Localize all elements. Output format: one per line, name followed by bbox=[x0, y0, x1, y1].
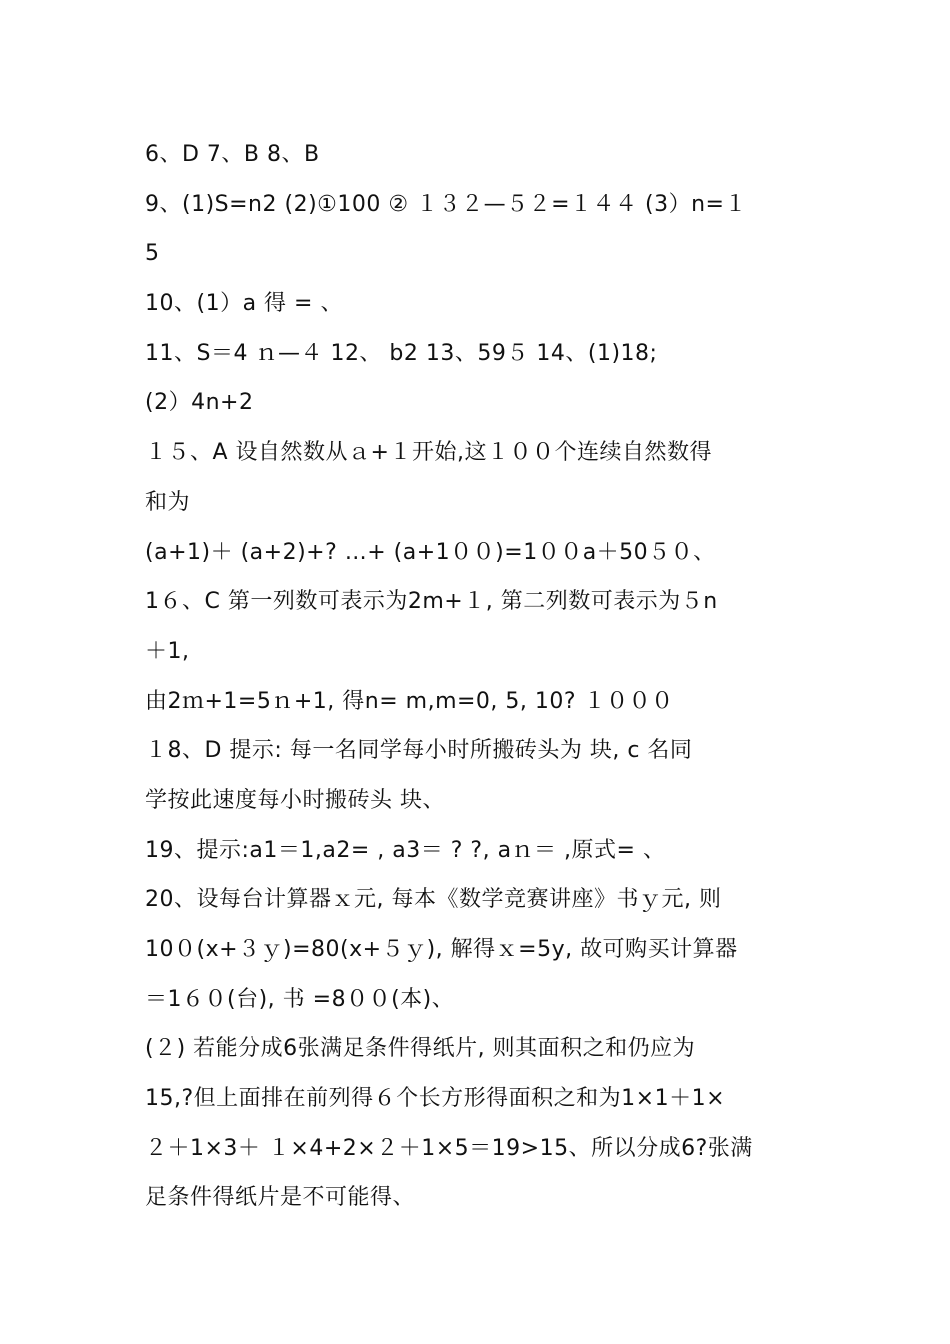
text-line: (a+1)＋ (a+2)+? …+ (a+1００)=1００a＋50５０、 bbox=[145, 539, 716, 565]
text-line: 20、设每台计算器ｘ元, 每本《数学竞赛讲座》书ｙ元, 则 bbox=[145, 887, 722, 913]
text-line: (2）4n+2 bbox=[145, 390, 254, 416]
text-line: 和为 bbox=[145, 489, 191, 515]
text-line: (２) 若能分成6张满足条件得纸片, 则其面积之和仍应为 bbox=[145, 1036, 696, 1062]
text-line: １５、A 设自然数从ａ+１开始,这１００个连续自然数得 bbox=[145, 440, 712, 466]
text-line: 11、S＝4 ｎ—４ 12、 b2 13、59５ 14、(1)18; bbox=[145, 340, 658, 366]
text-line: 学按此速度每小时搬砖头 块、 bbox=[145, 787, 445, 813]
text-line: 1６、C 第一列数可表示为2m+１, 第二列数可表示为５n bbox=[145, 589, 718, 615]
text-line: 足条件得纸片是不可能得、 bbox=[145, 1185, 416, 1211]
text-line: １8、D 提示: 每一名同学每小时所搬砖头为 块, c 名同 bbox=[145, 738, 693, 764]
text-line: ＋1, bbox=[145, 638, 190, 664]
text-line: 10０(x+３ｙ)=80(x+５ｙ), 解得ｘ=5y, 故可购买计算器 bbox=[145, 937, 738, 962]
answer-text-block bbox=[145, 130, 810, 1223]
text-line: 5 bbox=[145, 241, 160, 267]
text-line: 19、提示:a1＝1,a2= , a3＝ ? ?, aｎ＝ ,原式= 、 bbox=[145, 837, 666, 863]
text-line: 9、(1)S=n2 (2)①100 ② １３２—５２=１４４ (3）n=１ bbox=[145, 191, 747, 217]
text-line: 由2ｍ+1=5ｎ+1, 得n= m,m=0, 5, 10? １０００ bbox=[145, 688, 674, 714]
text-line: 10、(1）a 得 = 、 bbox=[145, 291, 343, 317]
text-line: 15,?但上面排在前列得６个长方形得面积之和为1×1＋1× bbox=[145, 1086, 726, 1112]
text-line: ＝1６０(台), 书 =8００(本)、 bbox=[145, 986, 455, 1012]
text-line: ２＋1×3＋ １×4+2×２＋1×5＝19>15、所以分成6?张满 bbox=[145, 1135, 753, 1161]
text-line: 6、D 7、B 8、B bbox=[145, 142, 320, 167]
